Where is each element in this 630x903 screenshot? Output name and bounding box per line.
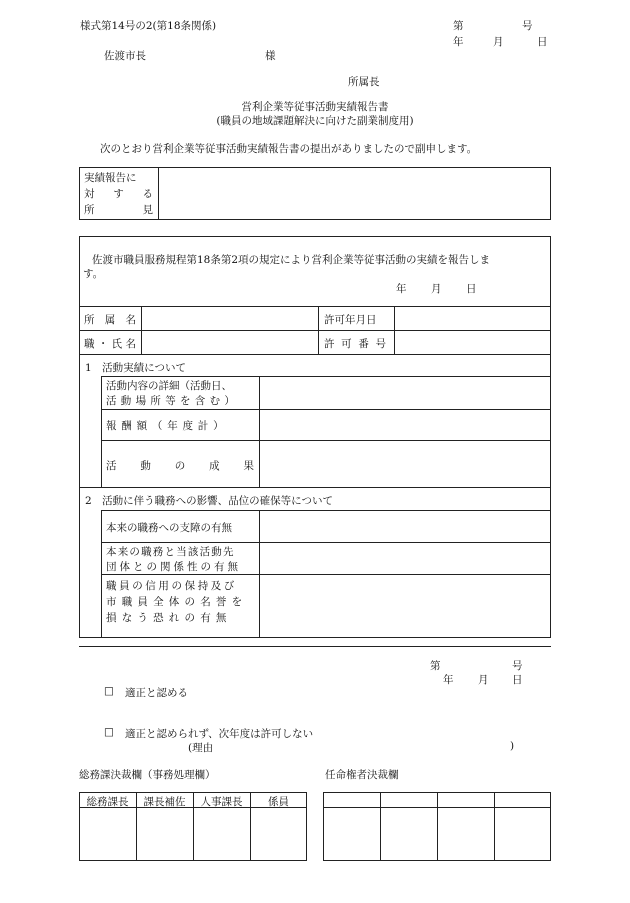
- right-approval-title: 任命権者決裁欄: [325, 769, 399, 781]
- s2-row2-field[interactable]: [261, 544, 548, 572]
- left-header-0: 総務課長: [86, 796, 129, 808]
- dept-field[interactable]: [143, 308, 316, 328]
- section1-heading: 1 活動実績について: [85, 362, 186, 374]
- s2-row3-line1: 職員の信用の保持及び: [106, 580, 237, 592]
- right-seal-cell-3[interactable]: [495, 809, 550, 860]
- option1-label: 適正と認める: [125, 687, 188, 699]
- reason-close: ): [510, 740, 515, 752]
- s2-row3-line3: 損なう恐れの有無: [106, 612, 232, 624]
- decision-doc-no-go: 号: [512, 660, 523, 672]
- right-seal-cell-0[interactable]: [324, 809, 379, 860]
- document-subtitle: (職員の地域課題解決に向けた副業制度用): [216, 115, 414, 127]
- s2-row3-label: [106, 578, 256, 626]
- s1-row1-label: [106, 379, 256, 409]
- s2-row1-label: 本来の職務への支障の有無: [106, 522, 232, 534]
- section2-heading: 2 活動に伴う職務への影響、品位の確保等について: [85, 495, 333, 507]
- s2-row3-line2: 市職員全体の名誉を: [106, 596, 248, 608]
- intro-text: 次のとおり営利企業等従事活動実績報告書の提出がありましたので副申します。: [100, 143, 478, 155]
- perm-date-field[interactable]: [396, 308, 548, 328]
- right-seal-cell-1[interactable]: [381, 809, 436, 860]
- doc-no-go: 号: [522, 20, 533, 32]
- document-title: 営利企業等従事活動実績報告書: [241, 101, 389, 113]
- date-year: 年: [453, 36, 464, 48]
- report-statement: 佐渡市職員服務規程第18条第2項の規定により営利企業等従事活動の実績を報告しま: [92, 254, 491, 266]
- s1-row2-field[interactable]: [261, 411, 548, 438]
- report-date-year: 年: [396, 283, 407, 295]
- left-approval-title: 総務課決裁欄（事務処理欄）: [79, 769, 216, 781]
- right-seal-cell-2[interactable]: [438, 809, 493, 860]
- sender: 所属長: [348, 76, 380, 88]
- s2-row1-field[interactable]: [261, 512, 548, 540]
- report-date-day: 日: [466, 283, 477, 295]
- report-date-month: 月: [431, 283, 442, 295]
- perm-no-field[interactable]: [396, 332, 548, 352]
- doc-no-dai: 第: [453, 20, 464, 32]
- option2-checkbox[interactable]: □: [104, 726, 114, 738]
- s2-row2-line1: 本来の職務と当該活動先: [106, 546, 235, 558]
- name-field[interactable]: [143, 332, 316, 352]
- separator-line: [79, 646, 551, 647]
- form-number: 様式第14号の2(第18条関係): [80, 20, 217, 32]
- left-seal-cell-2[interactable]: [194, 809, 249, 860]
- opinion-label-line2: 対 す る: [84, 188, 153, 200]
- s2-row3-field[interactable]: [261, 576, 548, 636]
- s1-row3-field[interactable]: [261, 442, 548, 485]
- s1-row1-line2: 活動場所等を含む）: [106, 395, 240, 407]
- left-header-2: 人事課長: [200, 796, 243, 808]
- s1-row3-label: 活 動 の 成 果: [106, 460, 254, 472]
- s1-row1-line1: 活動内容の詳細（活動日、: [106, 380, 232, 392]
- date-day: 日: [537, 36, 548, 48]
- opinion-field[interactable]: [160, 169, 548, 218]
- option2-label: 適正と認められず、次年度は許可しない: [125, 728, 314, 740]
- decision-doc-no-dai: 第: [430, 660, 441, 672]
- decision-date-day: 日: [512, 674, 523, 686]
- date-month: 月: [493, 36, 504, 48]
- opinion-label: [84, 170, 154, 218]
- perm-date-label: 許可年月日: [324, 314, 377, 326]
- perm-no-label: 許 可 番 号: [324, 338, 386, 350]
- reason-open: (理由: [188, 742, 214, 754]
- option1-checkbox[interactable]: □: [104, 685, 114, 697]
- s1-row2-label: 報酬額（年度計）: [106, 420, 229, 432]
- opinion-label-line1: 実績報告に: [84, 172, 137, 184]
- addressee-honorific: 様: [265, 50, 276, 62]
- left-seal-cell-1[interactable]: [137, 809, 192, 860]
- addressee: 佐渡市長: [104, 50, 146, 62]
- left-header-3: 係員: [268, 796, 289, 808]
- left-seal-cell-0[interactable]: [80, 809, 135, 860]
- left-seal-cell-3[interactable]: [251, 809, 306, 860]
- decision-date-year: 年: [443, 674, 454, 686]
- reason-field[interactable]: [227, 738, 507, 752]
- opinion-label-line3: 所 見: [84, 204, 153, 216]
- s2-row2-line2: 団体との関係性の有無: [106, 561, 241, 573]
- left-header-1: 課長補佐: [143, 796, 186, 808]
- dept-label: 所 属 名: [84, 314, 136, 326]
- name-label: 職 ・ 氏 名: [84, 338, 136, 350]
- report-statement-cont: す。: [83, 268, 104, 280]
- s1-row1-field[interactable]: [261, 378, 548, 407]
- s2-row2-label: [106, 545, 256, 575]
- decision-date-month: 月: [478, 674, 489, 686]
